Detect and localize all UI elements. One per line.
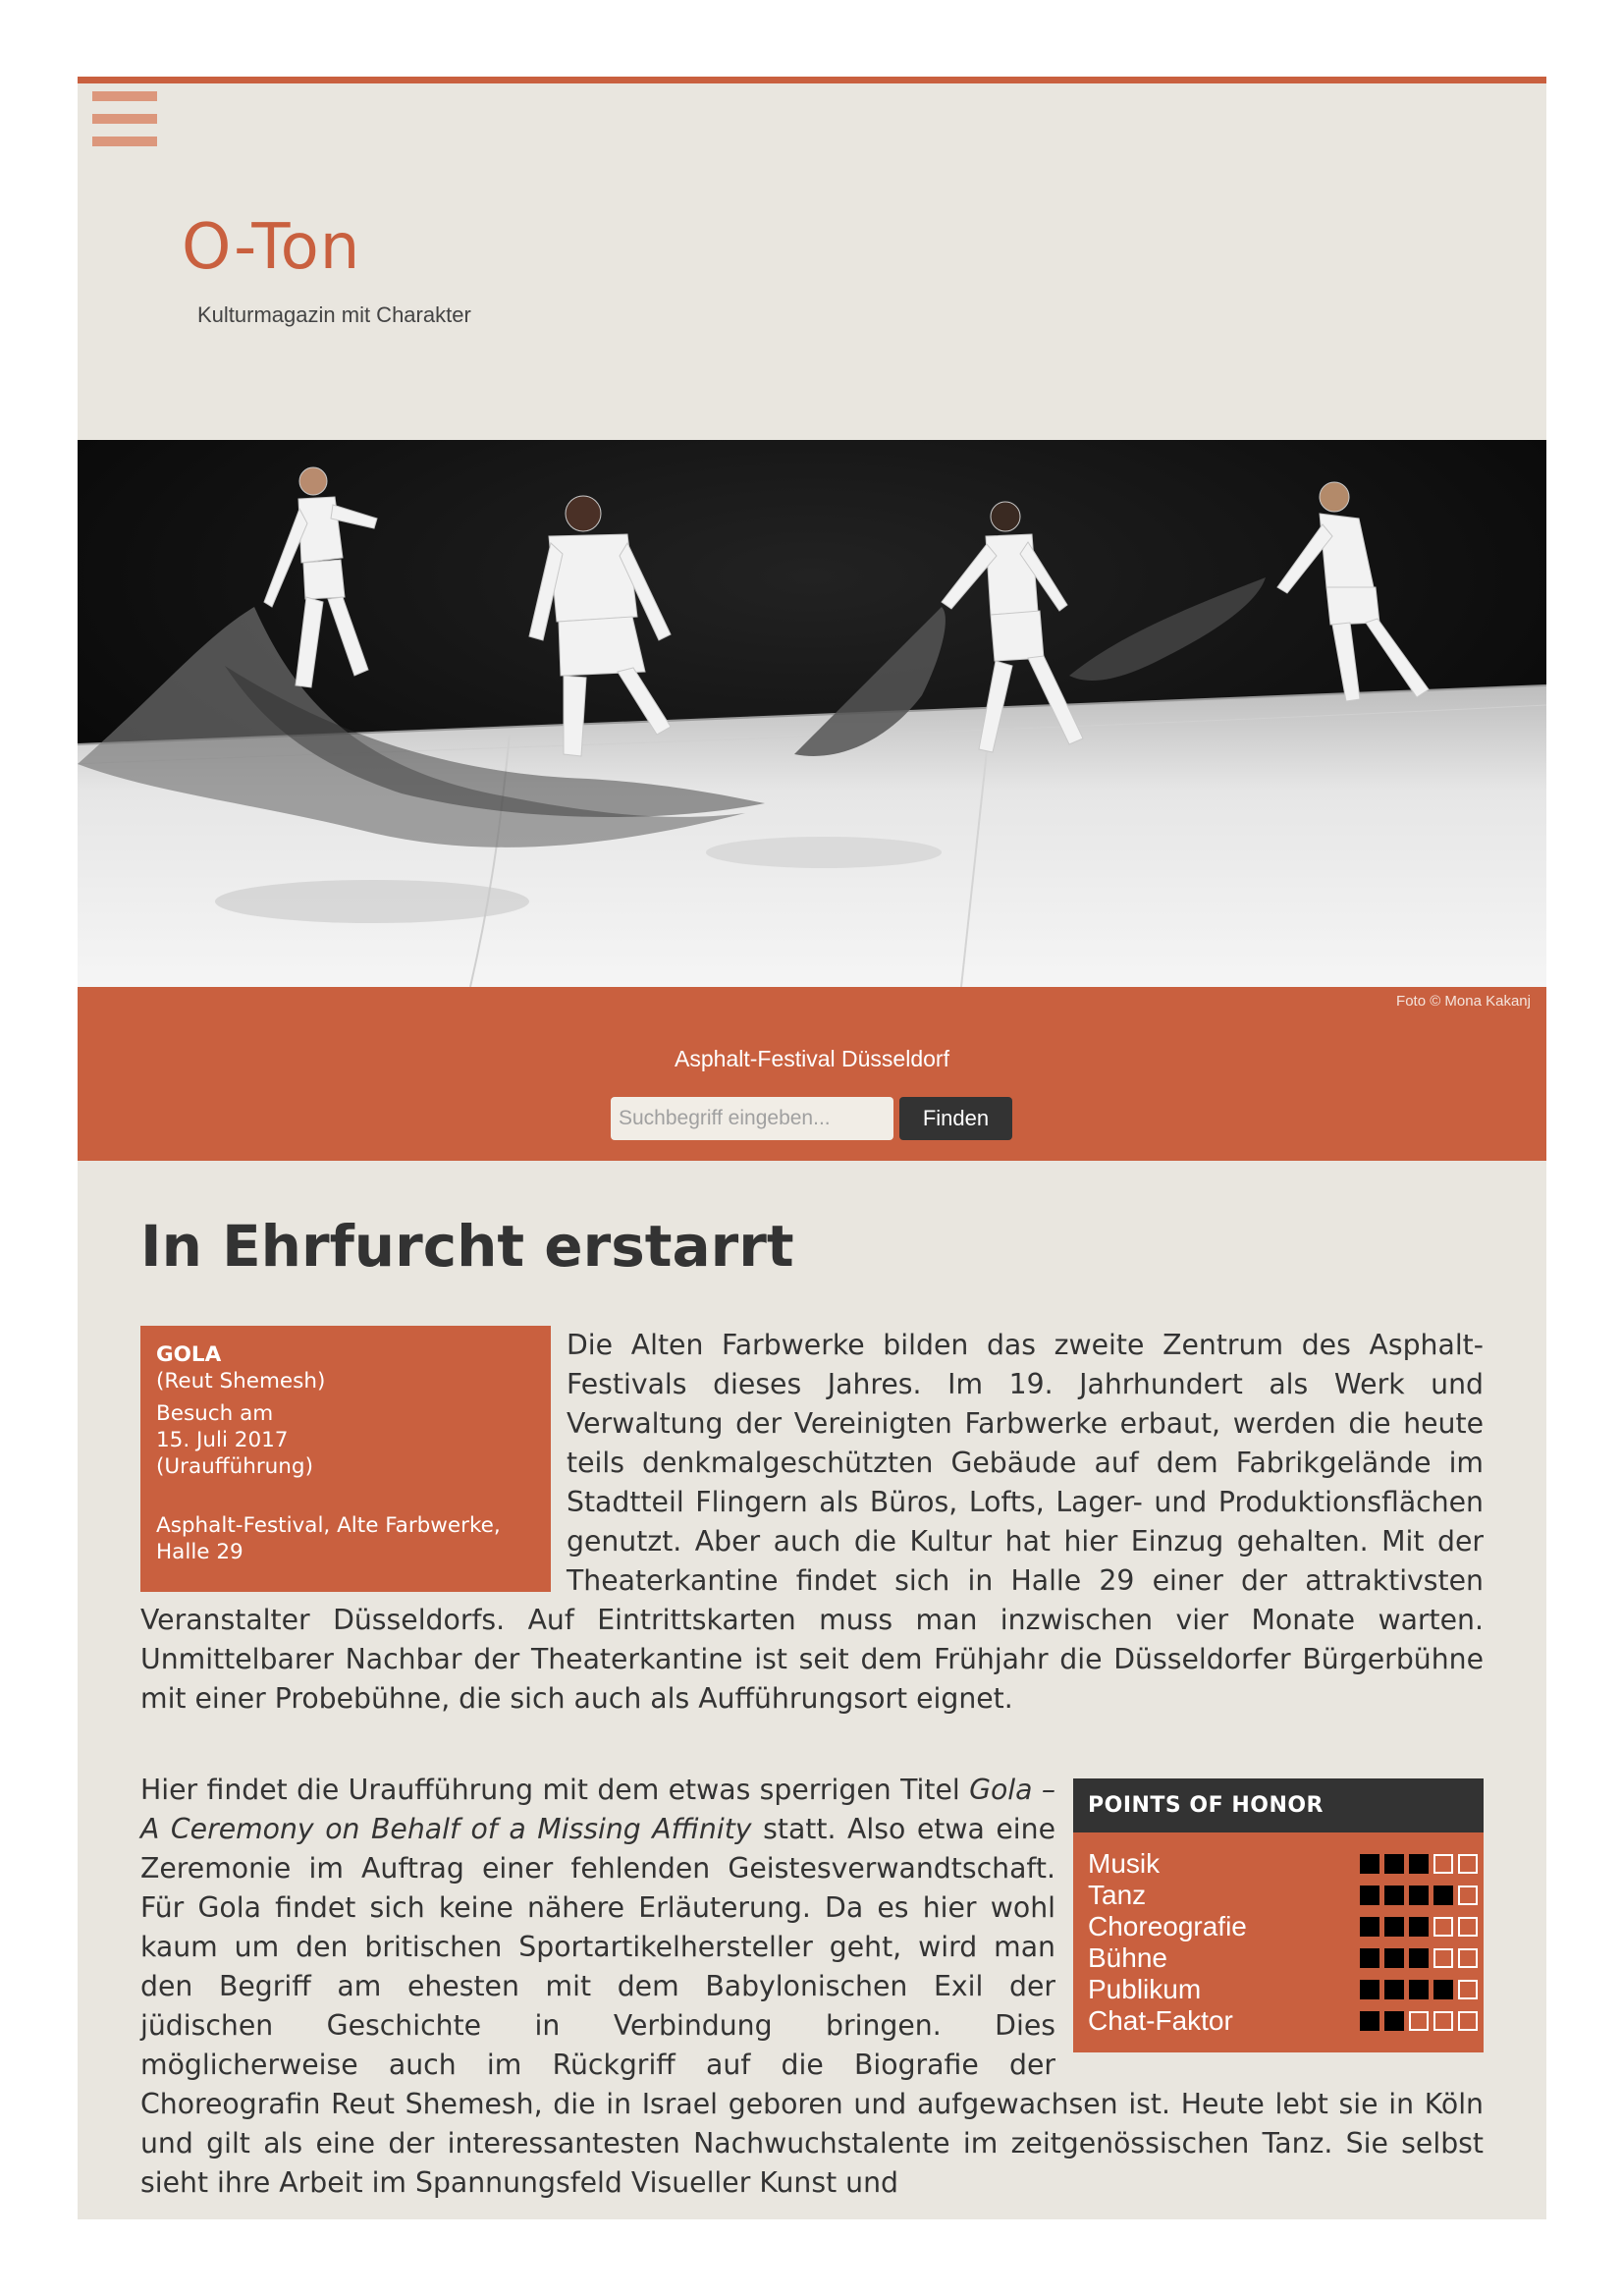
rating-square-filled — [1384, 1948, 1404, 1968]
rating-square-filled — [1409, 1854, 1429, 1874]
rating-square-filled — [1409, 1917, 1429, 1937]
rating-square-filled — [1384, 2011, 1404, 2031]
rating-row — [1088, 1880, 1478, 1911]
paragraph-1-text: Die Alten Farbwerke bilden das zweite Zentrum des Asphalt-Festivals dieses Jahres. Im 19. Jahrhundert als Werk und Verwaltung der Vereinigten Farbwerke erbaut, werden die heute teils denkmalgeschützten Gebäude auf dem Fabrikgelände im Stadtteil Flingern als Büros, Lofts, Lager- und Produktionsflächen genutzt. Aber auch die Kultur hat hier Einzug gehalten. Mit der Theaterkantine findet sich in Halle 29 einer der attraktivsten Veranstalter Düsseldorfs. Auf Eintrittskarten muss man inzwischen vier Monate warten. Unmittelbarer Nachbar der Theaterkantine ist seit dem Frühjahr die Düsseldorfer Bürgerbühne mit einer Probebühne, die sich auch als Aufführungsort eignet. — [140, 1329, 1484, 1715]
paragraph-2-before: Hier findet die Uraufführung mit dem etwas sperrigen Titel — [140, 1774, 970, 1806]
article-title: In Ehrfurcht erstarrt — [140, 1213, 794, 1280]
rating-square-filled — [1360, 1917, 1379, 1937]
rating-square-filled — [1360, 1886, 1379, 1905]
rating-row — [1088, 1942, 1478, 1974]
rating-square-empty — [1433, 1854, 1453, 1874]
rating-label: Musik — [1088, 1848, 1161, 1879]
rating-square-filled — [1360, 1948, 1379, 1968]
rating-square-filled — [1409, 1980, 1429, 1999]
rating-square-filled — [1384, 1917, 1404, 1937]
hero-image — [78, 440, 1546, 987]
rating-squares — [1360, 1886, 1478, 1905]
rating-squares — [1360, 2011, 1478, 2031]
event-visit-label: Besuch am — [156, 1401, 274, 1426]
rating-square-empty — [1409, 2011, 1429, 2031]
search-input[interactable] — [611, 1097, 893, 1140]
article-paragraph-1 — [140, 1326, 1484, 1719]
event-author: (Reut Shemesh) — [156, 1369, 326, 1394]
event-piece-title: GOLA — [156, 1342, 222, 1367]
rating-row — [1088, 1848, 1478, 1880]
event-info-box — [140, 1326, 551, 1592]
article-paragraph-2 — [140, 1771, 1484, 2203]
site-tagline: Kulturmagazin mit Charakter — [197, 302, 471, 327]
rating-label: Chat-Faktor — [1088, 2005, 1233, 2036]
event-visit-date: 15. Juli 2017 — [156, 1428, 289, 1452]
rating-label: Choreografie — [1088, 1911, 1247, 1941]
hamburger-menu-icon[interactable] — [92, 91, 157, 150]
rating-label: Bühne — [1088, 1942, 1167, 1973]
points-of-honor-box — [1073, 1778, 1484, 2052]
rating-square-empty — [1458, 1980, 1478, 1999]
rating-square-empty — [1458, 2011, 1478, 2031]
rating-squares — [1360, 1854, 1478, 1874]
rating-square-filled — [1384, 1886, 1404, 1905]
site-title[interactable]: O-Ton — [182, 211, 361, 284]
rating-label: Tanz — [1088, 1880, 1147, 1910]
rating-row — [1088, 1974, 1478, 2005]
rating-label: Publikum — [1088, 1974, 1202, 2004]
rating-square-filled — [1433, 1980, 1453, 1999]
rating-square-empty — [1458, 1948, 1478, 1968]
event-venue: Asphalt-Festival, Alte Farbwerke, Halle 29 — [156, 1513, 501, 1564]
rating-square-filled — [1409, 1948, 1429, 1968]
rating-square-empty — [1458, 1854, 1478, 1874]
rating-squares — [1360, 1980, 1478, 1999]
festival-category-link[interactable]: Asphalt-Festival Düsseldorf — [675, 1046, 949, 1071]
rating-square-filled — [1384, 1854, 1404, 1874]
photo-credit: Foto © Mona Kakanj — [1396, 993, 1531, 1010]
rating-squares — [1360, 1948, 1478, 1968]
rating-square-filled — [1360, 1854, 1379, 1874]
search-button[interactable]: Finden — [899, 1097, 1012, 1140]
rating-square-filled — [1360, 2011, 1379, 2031]
hero-photo-illustration — [78, 440, 1546, 987]
photo-caption-bar — [78, 987, 1546, 1019]
rating-square-empty — [1433, 2011, 1453, 2031]
rating-square-empty — [1433, 1917, 1453, 1937]
navigation-band — [78, 1018, 1546, 1161]
points-of-honor-ratings — [1073, 1832, 1484, 2052]
rating-square-filled — [1433, 1886, 1453, 1905]
rating-square-filled — [1384, 1980, 1404, 1999]
paragraph-2-work-title: Gola – A Ceremony on Behalf of a Missing Affinity — [140, 1774, 1055, 1845]
rating-row — [1088, 2005, 1478, 2037]
rating-square-filled — [1409, 1886, 1429, 1905]
rating-square-empty — [1433, 1948, 1453, 1968]
event-visit-note: (Uraufführung) — [156, 1454, 313, 1479]
rating-row — [1088, 1911, 1478, 1942]
paragraph-2-after: statt. Also etwa eine Zeremonie im Auftrag einer fehlenden Geistesverwandtschaft. Für Gola findet sich keine nähere Erläuterung. Da es hier wohl kaum um den britischen Sportartikelhersteller geht, wird man den Begriff am ehesten mit dem Babylonischen Exil der jüdischen Geschichte in Verbindung bringen. Dies möglicherweise auch im Rückgriff auf die Biografie der Choreografin Reut Shemesh, die in Israel geboren und aufgewachsen ist. Heute lebt sie in Köln und gilt als eine der interessantesten Nachwuchstalente im zeitgenössischen Tanz. Sie selbst sieht ihre Arbeit im Spannungsfeld Visueller Kunst und — [140, 1813, 1484, 2199]
rating-square-empty — [1458, 1886, 1478, 1905]
rating-square-filled — [1360, 1980, 1379, 1999]
page-container — [78, 77, 1546, 2219]
rating-squares — [1360, 1917, 1478, 1937]
rating-square-empty — [1458, 1917, 1478, 1937]
points-of-honor-heading: POINTS OF HONOR — [1073, 1778, 1484, 1832]
